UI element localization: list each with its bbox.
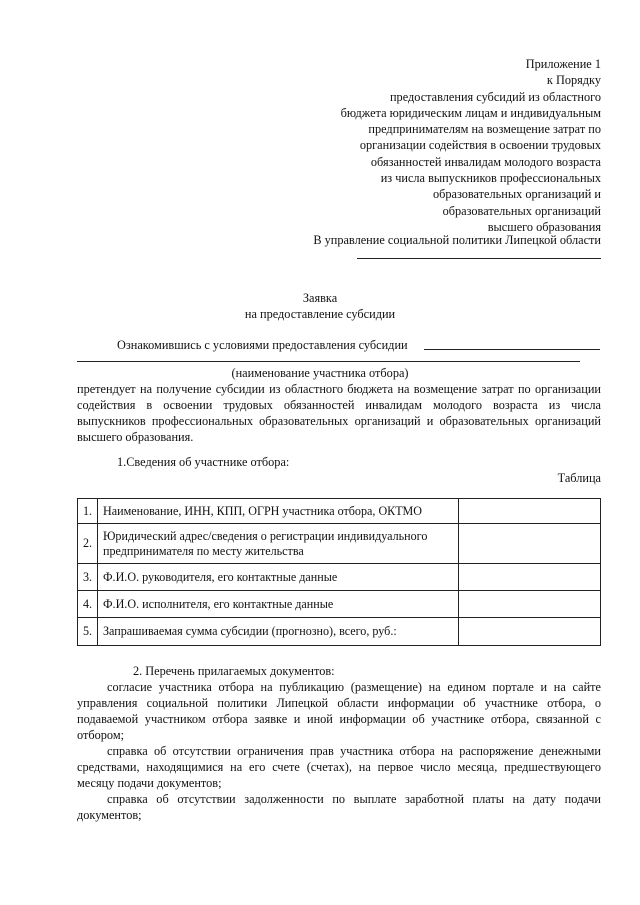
addressee: В управление социальной политики Липецкой области	[313, 233, 601, 247]
table-row	[78, 618, 601, 646]
row-value-cell[interactable]	[459, 499, 601, 524]
appendix-line: предпринимателям на возмещение затрат по	[368, 122, 601, 137]
appendix-header	[281, 56, 601, 235]
row-label: Наименование, ИНН, КПП, ОГРН участника отбора, ОКТМО	[98, 499, 459, 524]
list-item: справка об отсутствии задолженности по выплате заработной платы на дату подачи документов;	[77, 792, 601, 822]
appendix-line: организации содействия в освоении трудовых	[359, 138, 601, 153]
section-2-title: 2. Перечень прилагаемых документов:	[133, 664, 335, 678]
claim-paragraph: претендует на получение субсидии из областного бюджета на возмещение затрат по организации содействия в освоении трудовых обязанностей инвалидам молодого возраста из числа выпускников профессиональных образовательных организаций и образовательных организаций высшего образования.	[77, 382, 601, 444]
list-item: согласие участника отбора на публикацию (размещение) на едином портале и на сайте управления социальной политики Липецкой области информации об участнике отбора, о подаваемой участником отбора заявке и иной информации об участнике отбора, связанной с отбором;	[77, 680, 601, 742]
participant-name-caption: (наименование участника отбора)	[231, 366, 409, 380]
appendix-line: обязанностей инвалидам молодого возраста	[370, 154, 601, 169]
appendix-line: бюджета юридическим лицам и индивидуальным	[340, 105, 601, 120]
section-1-title: 1.Сведения об участнике отбора:	[117, 455, 290, 469]
table-row	[78, 524, 601, 564]
row-value-cell[interactable]	[459, 591, 601, 618]
row-number: 1.	[78, 499, 98, 524]
participant-name-fill-line[interactable]	[424, 349, 600, 350]
participant-name-fill-line-2[interactable]	[77, 361, 580, 362]
intro-text: Ознакомившись с условиями предоставления субсидии	[117, 338, 408, 352]
row-value-cell[interactable]	[459, 524, 601, 564]
row-number: 4.	[78, 591, 98, 618]
title-line-1: Заявка	[302, 291, 338, 305]
document-title	[0, 290, 640, 322]
row-label: Юридический адрес/сведения о регистрации индивидуального предпринимателя по месту жительства	[98, 524, 459, 564]
row-label: Запрашиваемая сумма субсидии (прогнозно), всего, руб.:	[98, 618, 459, 646]
addressee-fill-line[interactable]	[357, 258, 601, 259]
table-row	[78, 591, 601, 618]
row-number: 2.	[78, 524, 98, 564]
appendix-line: Приложение 1	[525, 57, 601, 71]
table-row	[78, 564, 601, 591]
document-list	[77, 679, 601, 823]
appendix-line: образовательных организаций	[442, 203, 601, 218]
appendix-line: из числа выпускников профессиональных	[380, 171, 601, 186]
participant-info-table	[77, 498, 601, 646]
row-number: 5.	[78, 618, 98, 646]
row-label: Ф.И.О. исполнителя, его контактные данные	[98, 591, 459, 618]
row-number: 3.	[78, 564, 98, 591]
row-value-cell[interactable]	[459, 618, 601, 646]
table-row	[78, 499, 601, 524]
row-label: Ф.И.О. руководителя, его контактные данные	[98, 564, 459, 591]
table-label: Таблица	[557, 471, 601, 485]
row-value-cell[interactable]	[459, 564, 601, 591]
appendix-line: предоставления субсидий из областного	[389, 89, 601, 104]
appendix-line: высшего образования	[487, 219, 601, 234]
list-item: справка об отсутствии ограничения прав участника отбора на распоряжение денежными средствами, находящимися на его счете (счетах), на первое число месяца, предшествующего месяцу подачи документов;	[77, 744, 601, 790]
title-line-2: на предоставление субсидии	[244, 307, 396, 321]
appendix-line: к Порядку	[546, 73, 601, 88]
appendix-line: образовательных организаций и	[432, 187, 601, 202]
